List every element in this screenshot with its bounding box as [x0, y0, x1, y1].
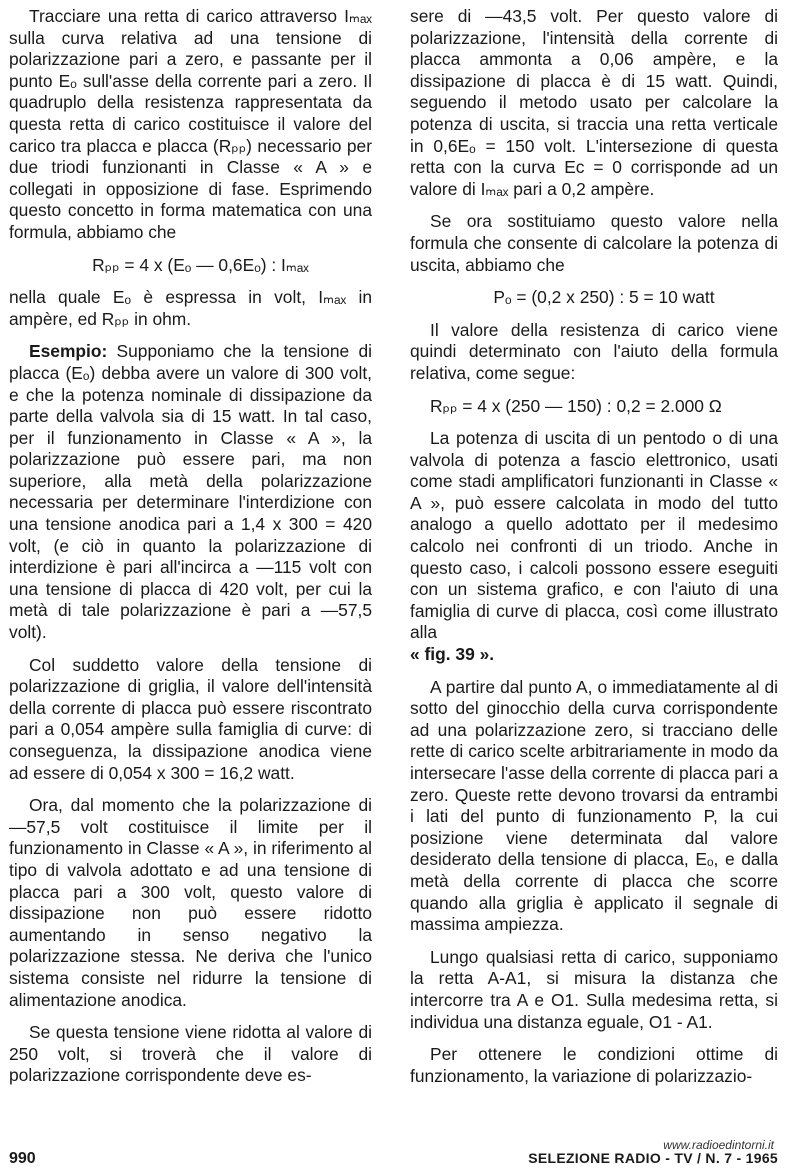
paragraph: Lungo qualsiasi retta di carico, supponiamo la retta A-A1, si misura la distanza che intercorre tra A e O1. Sulla medesima retta, si individua una distanza eguale, O1 - A1.	[410, 946, 778, 1032]
paragraph: Il valore della resistenza di carico viene quindi determinato con l'aiuto della formula relativa, come segue:	[410, 319, 778, 383]
paragraph: Se ora sostituiamo questo valore nella formula che consente di calcolare la potenza di uscita, abbiamo che	[410, 211, 778, 275]
page-number: 990	[9, 1150, 36, 1167]
magazine-issue: SELEZIONE RADIO - TV / N. 7 - 1965	[528, 1150, 778, 1166]
paragraph-example	[9, 341, 372, 643]
paragraph: Per ottenere le condizioni ottime di funzionamento, la variazione di polarizzazio-	[410, 1044, 778, 1086]
paragraph: sere di —43,5 volt. Per questo valore di polarizzazione, l'intensità della corrente di placca ammonta a 0,06 ampère, e la dissipazione di placca è di 15 watt. Quindi, seguendo il metodo usato per calcolare la potenza di uscita, si traccia una retta verticale in 0,6Eₒ = 150 volt. L'intersezione di questa retta con la curva Eᴄ = 0 corrisponde ad un valore di Iₘₐₓ pari a 0,2 ampère.	[410, 6, 778, 199]
formula-output-power: Pₒ = (0,2 x 250) : 5 = 10 watt	[493, 287, 715, 308]
right-column	[410, 6, 778, 1098]
paragraph: Col suddetto valore della tensione di polarizzazione di griglia, il valore dell'intensità della corrente di placca può essere riscontrato pari a 0,054 ampère sulla famiglia di curve: di conseguenza, la dissipazione anodica viene ad essere di 0,054 x 300 = 16,2 watt.	[9, 654, 372, 783]
paragraph: Se questa tensione viene ridotta al valore di 250 volt, si troverà che il valore di polarizzazione corrispondente deve es-	[9, 1022, 372, 1086]
left-column	[9, 6, 372, 1098]
paragraph: A partire dal punto A, o immediatamente al di sotto del ginocchio della curva corrispondente ad una polarizzazione zero, si tracciano delle rette di carico scelte arbitrariamente in modo da intersecare l'asse della corrente di placca pari a zero. Queste rette devono trovarsi da entrambi i lati del punto di funzionamento P, la cui posizione viene determinata dal valore desiderato della tensione di placca, Eₒ, e dalla metà della corrente di placca che scorre quando alla griglia è applicato il segnale di massima ampiezza.	[410, 676, 778, 935]
page-footer	[9, 1150, 778, 1170]
paragraph	[410, 428, 778, 666]
paragraph: Tracciare una retta di carico attraverso Iₘₐₓ sulla curva relativa ad una tensione di polarizzazione pari a zero, e passante per il punto Eₒ sull'asse della corrente pari a zero. Il quadruplo della resistenza rappresentata da questa retta di carico costituisce il valore del carico tra placca e placca (Rₚₚ) necessario per due triodi funzionanti in Classe « A » e collegati in opposizione di fase. Esprimendo questo concetto in forma matematica con una formula, abbiamo che	[9, 6, 372, 242]
example-label: Esempio:	[29, 341, 108, 362]
figure-reference: « fig. 39 ».	[410, 644, 495, 665]
formula-load-resistance: Rₚₚ = 4 x (Eₒ — 0,6Eₒ) : Iₘₐₓ	[92, 254, 309, 275]
paragraph: Ora, dal momento che la polarizzazione di —57,5 volt costituisce il limite per il funzionamento in Classe « A », in riferimento al tipo di valvola adottato e ad una tensione di placca pari a 300 volt, questo valore di dissipazione non può essere ridotto aumentando in senso negativo la polarizzazione stessa. Ne deriva che l'unico sistema consiste nel ridurre la tensione di alimentazione anodica.	[9, 795, 372, 1010]
example-text: Supponiamo che la tensione di placca (Eₒ) debba avere un valore di 300 volt, e che la potenza nominale di dissipazione da parte della valvola sia di 15 watt. In tal caso, per il funzionamento in Classe « A », la polarizzazione può essere pari, ma non superiore, alla metà della polarizzazione necessaria per determinare l'interdizione con una tensione anodica pari a 1,4 x 300 = 420 volt, (e ciò in quanto la polarizzazione di interdizione è pari all'incirca a —115 volt con una tensione di placca di 420 volt, per cui la metà di tale polarizzazione è pari a —57,5 volt).	[9, 341, 372, 643]
paragraph: nella quale Eₒ è espressa in volt, Iₘₐₓ in ampère, ed Rₚₚ in ohm.	[9, 287, 372, 329]
watermark: www.radioedintorni.it	[663, 1138, 774, 1152]
formula-load-value: Rₚₚ = 4 x (250 — 150) : 0,2 = 2.000 Ω	[430, 395, 722, 416]
paragraph-text: La potenza di uscita di un pentodo o di una valvola di potenza a fascio elettronico, usati come stadi amplificatori funzionanti in Classe « A », può essere calcolata in modo del tutto analogo a quello adottato per il medesimo calcolo nei confronti di un triodo. Anche in questo caso, i calcoli possono essere eseguiti con un sistema grafico, e con l'aiuto di una famiglia di curve di placca, così come illustrato alla	[410, 428, 778, 643]
